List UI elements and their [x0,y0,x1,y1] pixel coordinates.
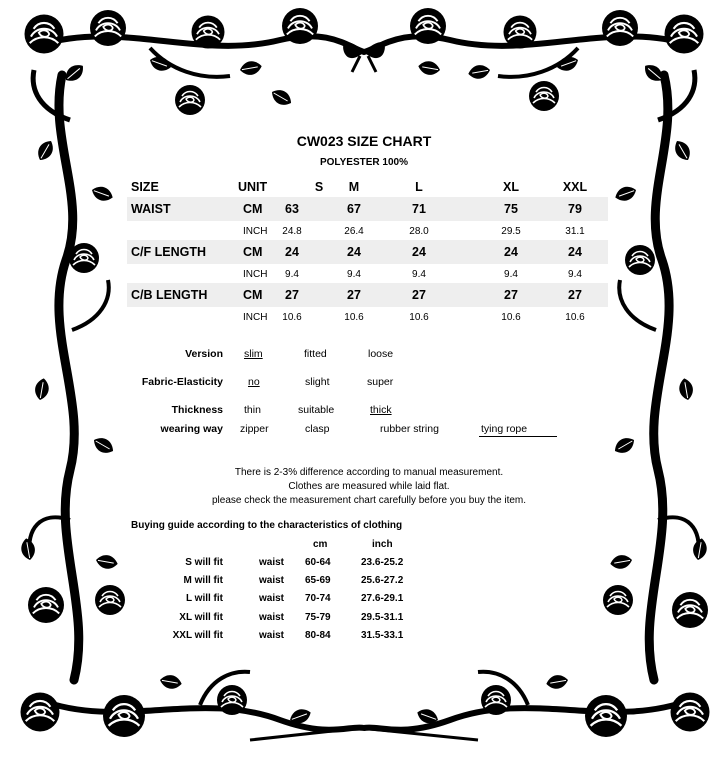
guide-header-inch: inch [372,539,393,550]
note-line: There is 2-3% difference according to manual measurement. [234,467,504,478]
guide-part: waist [259,575,285,586]
table-cell: 29.5 [501,226,521,237]
guide-inch: 31.5-33.1 [361,630,404,641]
header-size: SIZE [131,180,159,194]
table-cell: 24 [504,245,518,259]
thickness-option-thin: thin [244,404,261,416]
buying-guide-title: Buying guide according to the characteristics of clothing [131,520,403,531]
table-cell: 27 [568,288,582,302]
unit-cm: CM [243,245,263,259]
header-unit: UNIT [238,180,268,194]
table-cell: 24.8 [282,226,302,237]
guide-inch: 23.6-25.2 [361,557,404,568]
table-cell: 79 [568,202,582,216]
selected-underline [479,436,557,437]
table-cell: 27 [347,288,361,302]
elasticity-option-slight: slight [305,376,330,388]
guide-cm: 70-74 [305,593,331,604]
wearing-option-zipper: zipper [240,423,269,435]
table-cell: 10.6 [501,312,521,323]
row-label-cf-length: C/F LENGTH [131,245,206,259]
table-cell: 27 [285,288,299,302]
table-cell: 63 [285,202,299,216]
table-cell: 24 [412,245,426,259]
note-line: please check the measurement chart carefully before you buy the item. [211,495,527,506]
table-cell: 9.4 [504,269,518,280]
guide-inch: 29.5-31.1 [361,612,404,623]
guide-header-cm: cm [313,539,328,550]
guide-cm: 75-79 [305,612,331,623]
table-cell: 27 [504,288,518,302]
unit-cm: CM [243,202,263,216]
wearing-option-clasp: clasp [305,423,330,435]
table-cell: 26.4 [344,226,364,237]
header-l: L [415,180,423,194]
header-xxl: XXL [562,180,588,194]
table-cell: 9.4 [412,269,426,280]
guide-part: waist [259,557,285,568]
version-label: Version [185,348,223,360]
guide-inch: 25.6-27.2 [361,575,404,586]
table-cell: 27 [412,288,426,302]
table-cell: 24 [347,245,361,259]
material-subtitle: POLYESTER 100% [319,157,408,168]
header-m: M [348,180,360,194]
elasticity-option-no: no [248,376,260,388]
unit-inch: INCH [243,226,268,237]
table-cell: 9.4 [568,269,582,280]
guide-part: waist [259,612,285,623]
guide-size: L will fit [185,593,223,604]
guide-size: XXL will fit [172,630,223,641]
header-s: S [314,180,324,194]
thickness-label: Thickness [171,404,223,416]
elasticity-option-super: super [367,376,394,388]
table-cell: 24 [285,245,299,259]
row-label-cb-length: C/B LENGTH [131,288,208,302]
guide-size: XL will fit [179,612,223,623]
thickness-option-suitable: suitable [298,404,335,416]
guide-inch: 27.6-29.1 [361,593,404,604]
header-xl: XL [503,180,519,194]
table-cell: 67 [347,202,361,216]
version-option-fitted: fitted [304,348,327,360]
guide-part: waist [259,593,285,604]
table-cell: 10.6 [282,312,302,323]
unit-inch: INCH [243,269,268,280]
table-cell: 9.4 [285,269,299,280]
table-cell: 10.6 [344,312,364,323]
guide-size: S will fit [185,557,223,568]
note-line: Clothes are measured while laid flat. [288,481,450,492]
table-cell: 24 [568,245,582,259]
elasticity-label: Fabric-Elasticity [141,376,223,388]
guide-size: M will fit [183,575,223,586]
guide-cm: 65-69 [305,575,331,586]
thickness-option-thick: thick [370,404,392,416]
table-cell: 31.1 [565,226,585,237]
wearing-way-label: wearing way [160,423,223,435]
guide-part: waist [259,630,285,641]
row-label-waist: WAIST [131,202,171,216]
unit-inch: INCH [243,312,268,323]
table-cell: 28.0 [409,226,429,237]
wearing-option-tying-rope: tying rope [481,423,528,435]
table-cell: 9.4 [347,269,361,280]
table-cell: 75 [504,202,518,216]
version-option-slim: slim [244,348,263,360]
unit-cm: CM [243,288,263,302]
wearing-option-rubber-string: rubber string [380,423,439,435]
table-cell: 10.6 [565,312,585,323]
table-cell: 10.6 [409,312,429,323]
guide-cm: 60-64 [305,557,331,568]
version-option-loose: loose [368,348,394,360]
chart-title: CW023 SIZE CHART [296,133,432,149]
table-cell: 71 [412,202,426,216]
guide-cm: 80-84 [305,630,331,641]
